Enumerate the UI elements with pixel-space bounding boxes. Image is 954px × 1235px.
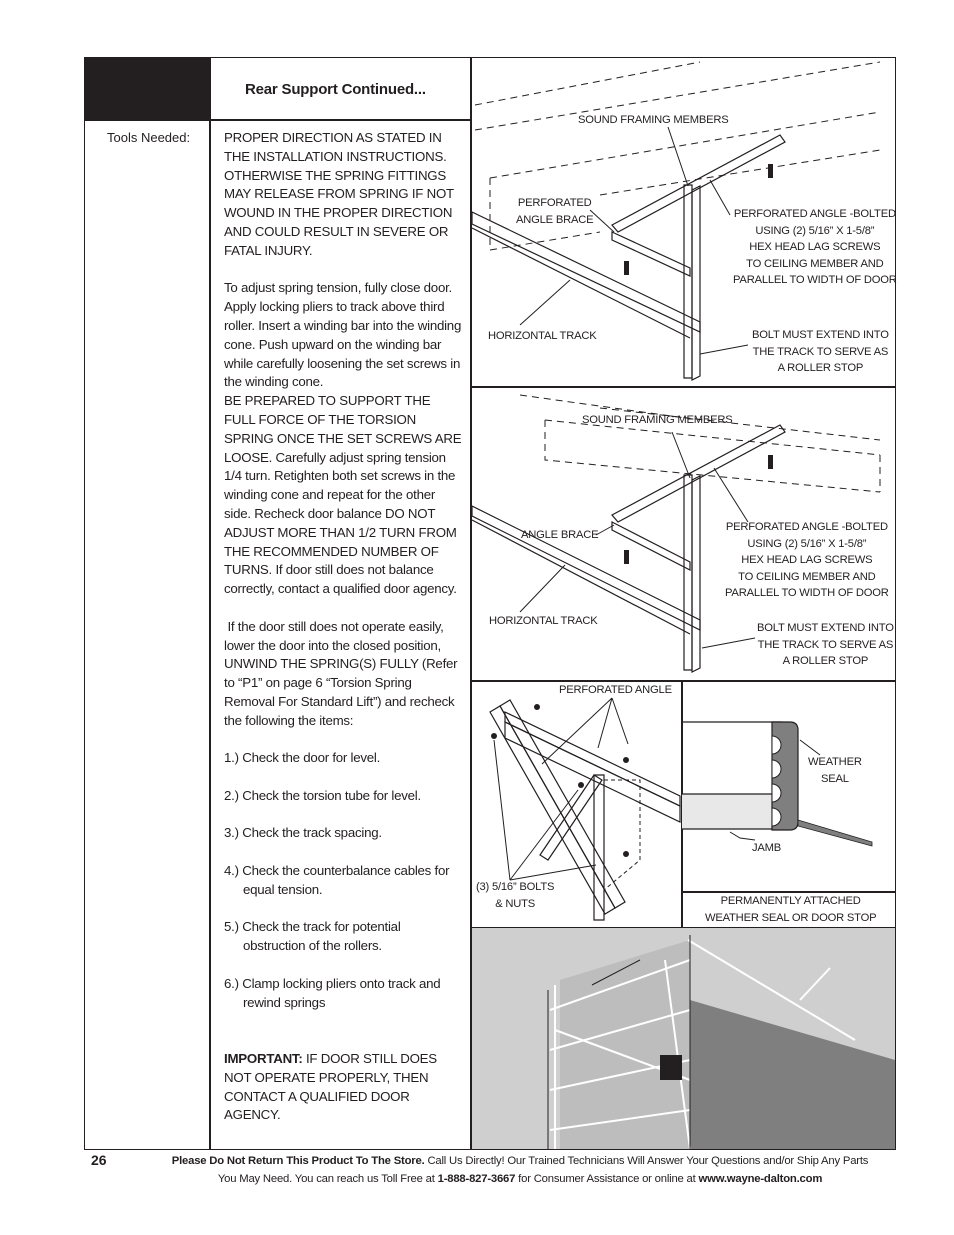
fig4-weather-line2: SEAL: [820, 772, 849, 785]
fig2-brace-label: ANGLE BRACE: [521, 529, 599, 541]
important-label: IMPORTANT:: [224, 1051, 303, 1067]
footer-text-3: for Consumer Assistance or online at: [515, 1172, 699, 1185]
fig1-brace-line1: PERFORATED: [517, 197, 592, 209]
fig2-track-label: HORIZONTAL TRACK: [489, 615, 598, 627]
tools-needed-label: Tools Needed:: [107, 130, 191, 145]
section-heading: Rear Support Continued...: [245, 81, 426, 98]
important-text: IF DOOR STILL DOES NOT OPERATE PROPERLY, THEN CONTACT A QUALIFIED DOOR AGENCY.: [224, 1051, 441, 1123]
fig3-bolts-line2: & NUTS: [495, 897, 536, 910]
fig1-brace-line2: ANGLE BRACE: [516, 213, 594, 226]
adjust-paragraph: To adjust spring tension, fully close door. Apply locking pliers to track above third roller. Insert a winding bar into the winding cone. Push upward on the winding bar while carefully loosening the set screws in the winding cone.: [224, 280, 462, 390]
fig4-caption-line2: WEATHER SEAL OR DOOR STOP: [705, 911, 877, 924]
caution-paragraph: BE PREPARED TO SUPPORT THE FULL FORCE OF THE TORSION SPRING ONCE THE SET SCREWS ARE LOOSE. Carefully adjust spring tension 1/4 turn. Retighten both set screws in the winding cone and repeat for the other side. Recheck door balance DO NOT ADJUST MORE THAN 1/2 TURN FROM THE RECOMMENDED NUMBER OF TURNS. If door still does not balance correctly, contact a qualified door agency.: [224, 393, 462, 597]
fig4-jamb-label: JAMB: [752, 842, 782, 854]
footer-bold: Please Do Not Return This Product To The Store.: [171, 1155, 425, 1167]
fig1-bolt-line3: A ROLLER STOP: [777, 362, 864, 374]
fig2-bolt-line2: THE TRACK TO SERVE AS: [757, 638, 894, 651]
check-item-6: 6.) Clamp locking pliers onto track and: [224, 975, 441, 991]
fig3-angle-label: PERFORATED ANGLE: [559, 684, 672, 696]
check-item-2: 2.) Check the torsion tube for level.: [224, 787, 421, 803]
recheck-paragraph: If the door still does not operate easily, lower the door into the closed position, UNWIND THE SPRING(S) FULLY (Refer to “P1” on page 6 “Torsion Spring Removal For Standard Lift”) and recheck the following the items:: [224, 618, 461, 728]
check-item-1: 1.) Check the door for level.: [224, 750, 381, 766]
check-item-5: 5.) Check the track for potential: [224, 919, 401, 935]
fig2-framing-label: SOUND FRAMING MEMBERS: [582, 414, 733, 426]
fig2-bolted-line5: PARALLEL TO WIDTH OF DOOR: [725, 587, 889, 599]
fig2-bolt-line3: A ROLLER STOP: [782, 655, 869, 667]
fig4-caption-line1: PERMANENTLY ATTACHED: [720, 895, 861, 907]
footer-text-2: You May Need. You can reach us Toll Free at: [217, 1172, 438, 1185]
fig2-bolted-line4: TO CEILING MEMBER AND: [738, 570, 876, 583]
fig1-bolted-line4: TO CEILING MEMBER AND: [746, 257, 884, 270]
footer-website-link[interactable]: www.wayne-dalton.com: [698, 1172, 823, 1185]
fig1-bolt-line1: BOLT MUST EXTEND INTO: [752, 329, 889, 341]
fig2-bolted-line1: PERFORATED ANGLE -BOLTED: [725, 521, 888, 533]
fig3-bolts-line1: (3) 5/16” BOLTS: [476, 881, 555, 893]
check-item-6-cont: rewind springs: [243, 994, 326, 1010]
check-item-4-cont: equal tension.: [243, 881, 323, 897]
page-number: 26: [91, 1152, 107, 1168]
fig1-bolted-line2: USING (2) 5/16” X 1-5/8”: [755, 224, 875, 237]
fig1-bolted-line3: HEX HEAD LAG SCREWS: [749, 241, 881, 253]
footer-line-1: [100, 1153, 940, 1171]
fig2-bolted-line2: USING (2) 5/16” X 1-5/8”: [747, 537, 867, 550]
warning-paragraph: PROPER DIRECTION AS STATED IN THE INSTALLATION INSTRUCTIONS. OTHERWISE THE SPRING FITTINGS MAY RELEASE FROM SPRING IF NOT WOUND IN THE PROPER DIRECTION AND COULD RESULT IN SEVERE OR FATAL INJURY.: [224, 130, 454, 258]
check-item-4: 4.) Check the counterbalance cables for: [224, 863, 450, 879]
fig1-bolted-line1: PERFORATED ANGLE -BOLTED: [733, 208, 896, 220]
fig2-bolt-line1: BOLT MUST EXTEND INTO: [757, 622, 894, 634]
fig1-track-label: HORIZONTAL TRACK: [488, 330, 597, 342]
footer-notice: [100, 1153, 940, 1188]
footer-text-1: Call Us Directly! Our Trained Technicians Will Answer Your Questions and/or Ship Any Parts: [424, 1155, 869, 1167]
check-item-5-cont: obstruction of the rollers.: [243, 938, 382, 954]
fig1-bolted-line5: PARALLEL TO WIDTH OF DOOR: [733, 274, 897, 286]
footer-phone: 1-888-827-3667: [437, 1172, 516, 1185]
fig1-framing-label: SOUND FRAMING MEMBERS: [578, 114, 729, 126]
fig4-weather-line1: WEATHER: [808, 756, 862, 768]
fig1-bolt-line2: THE TRACK TO SERVE AS: [752, 345, 889, 358]
fig2-bolted-line3: HEX HEAD LAG SCREWS: [741, 554, 873, 566]
footer-line-2: [100, 1171, 940, 1189]
check-item-3: 3.) Check the track spacing.: [224, 825, 382, 841]
